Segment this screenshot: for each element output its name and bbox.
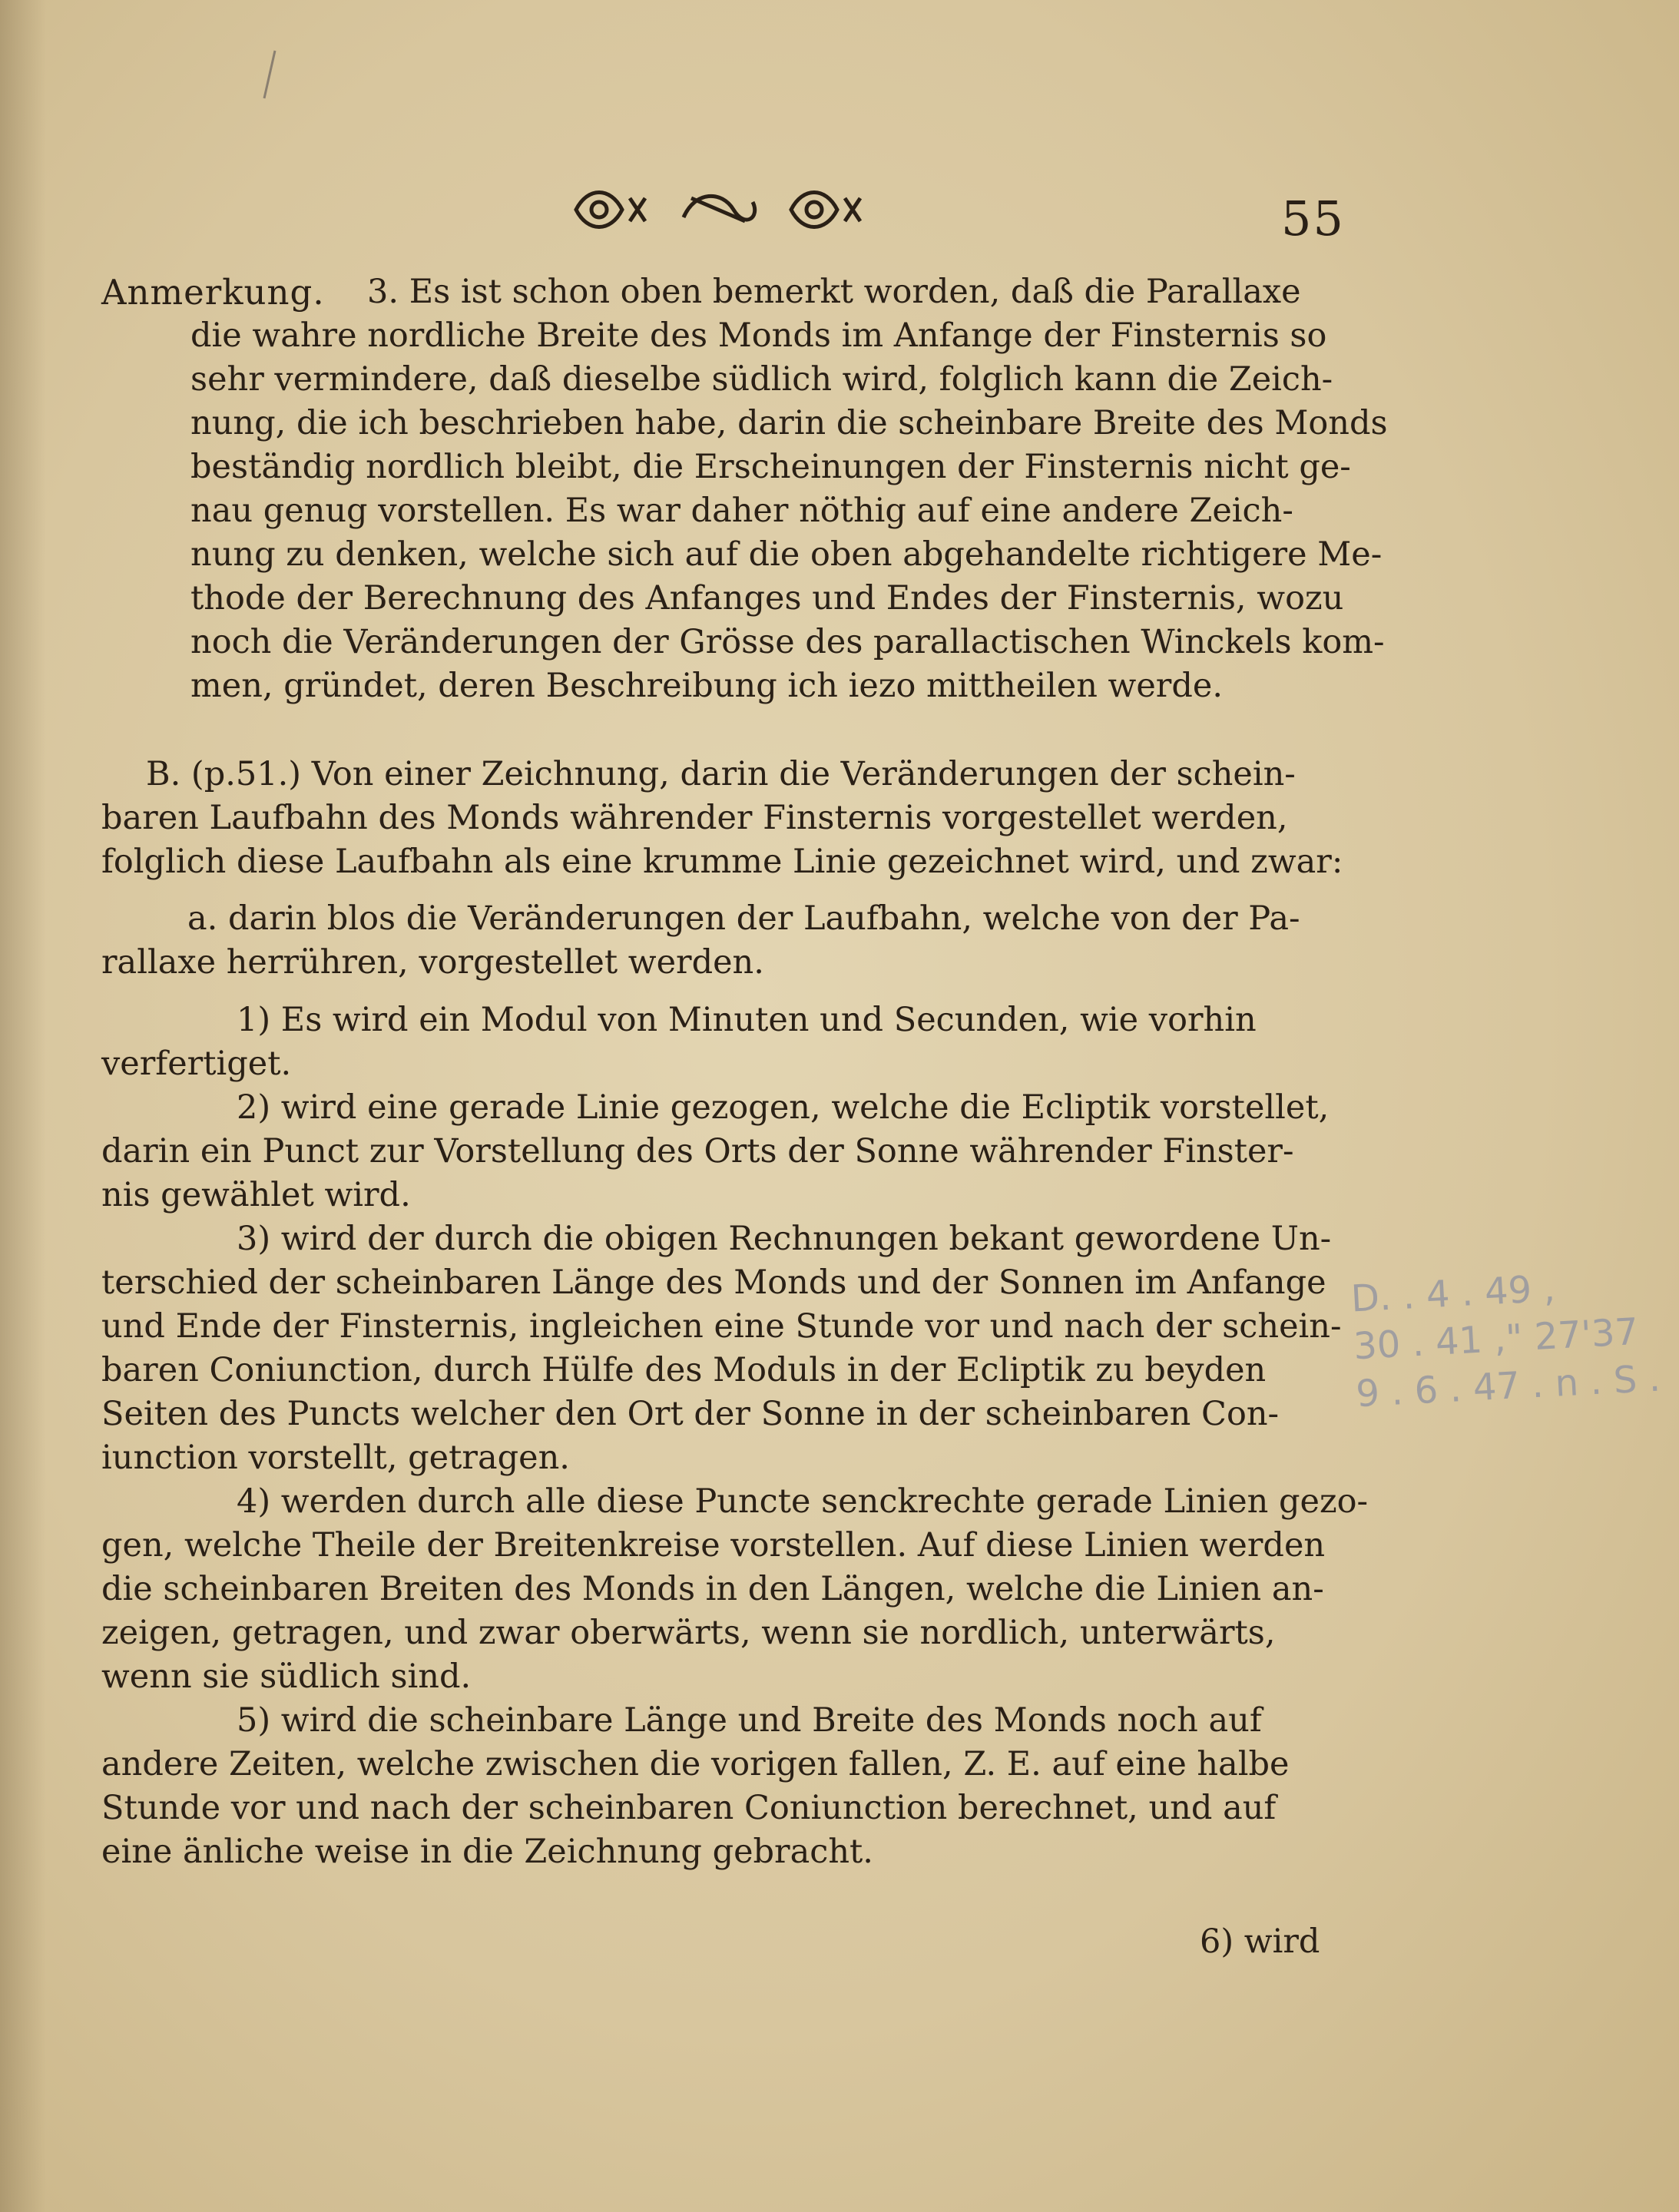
list-item	[101, 1086, 1368, 1217]
note-line: die wahre nordliche Breite des Monds im Anfange der Finsternis so	[190, 316, 1327, 355]
list-item-line: eine änliche weise in die Zeichnung gebracht.	[101, 1833, 873, 1871]
list-item-line: darin ein Punct zur Vorstellung des Orts der Sonne währender Finster-	[101, 1132, 1294, 1171]
catchword: 6) wird	[1200, 1922, 1320, 1961]
note-line: thode der Berechnung des Anfanges und Endes der Finsternis, wozu	[190, 579, 1344, 618]
section-b-line: baren Laufbahn des Monds währender Finsternis vorgestellet werden,	[101, 799, 1288, 837]
printer-ornament-icon	[568, 183, 868, 237]
list-item-line: 4) werden durch alle diese Puncte senckrechte gerade Linien gezo-	[237, 1482, 1369, 1521]
note-label: Anmerkung.	[101, 272, 325, 313]
pencil-mark-icon	[260, 48, 280, 101]
subsection-a	[101, 897, 1300, 985]
note-line: men, gründet, deren Beschreibung ich iezo mittheilen werde.	[190, 667, 1224, 705]
list-item-line: gen, welche Theile der Breitenkreise vorstellen. Auf diese Linien werden	[101, 1526, 1326, 1565]
annotation-line: 30 . 41 ," 27'37	[1352, 1310, 1640, 1369]
list-item-line: verfertiget.	[101, 1045, 292, 1083]
list-item-line: und Ende der Finsternis, ingleichen eine Stunde vor und nach der schein-	[101, 1307, 1342, 1346]
annotation-line: D. . 4 . 49 ,	[1349, 1267, 1557, 1321]
list-item	[101, 1480, 1368, 1699]
list-item-line: Seiten des Puncts welcher den Ort der Sonne in der scheinbaren Con-	[101, 1395, 1280, 1433]
list-item-line: 2) wird eine gerade Linie gezogen, welche die Ecliptik vorstellet,	[237, 1088, 1330, 1127]
list-item-line: andere Zeiten, welche zwischen die vorigen fallen, Z. E. auf eine halbe	[101, 1745, 1290, 1783]
list-item	[101, 1217, 1368, 1480]
list-item-line: 1) Es wird ein Modul von Minuten und Secunden, wie vorhin	[237, 1001, 1257, 1039]
numbered-items	[101, 998, 1368, 1874]
list-item-line: 5) wird die scheinbare Länge und Breite des Monds noch auf	[237, 1701, 1262, 1740]
list-item-line: iunction vorstellt, getragen.	[101, 1439, 570, 1477]
note-line: nau genug vorstellen. Es war daher nöthig auf eine andere Zeich-	[190, 492, 1293, 530]
list-item-line: 3) wird der durch die obigen Rechnungen bekant gewordene Un-	[237, 1220, 1332, 1258]
list-item-line: terschied der scheinbaren Länge des Monds und der Sonnen im Anfange	[101, 1263, 1326, 1302]
section-b-line: B. (p.51.) Von einer Zeichnung, darin die Veränderungen der schein-	[146, 755, 1296, 793]
subsection-a-line: rallaxe herrühren, vorgestellet werden.	[101, 943, 764, 982]
note-line: beständig nordlich bleibt, die Erscheinungen der Finsternis nicht ge-	[190, 448, 1351, 486]
note-line: nung zu denken, welche sich auf die oben abgehandelte richtigere Me-	[190, 535, 1383, 574]
list-item-line: wenn sie südlich sind.	[101, 1657, 472, 1696]
handwritten-margin-annotation	[1349, 1260, 1661, 1419]
note-line: 3. Es ist schon oben bemerkt worden, daß die Parallaxe	[367, 273, 1301, 311]
page-number: 55	[1281, 190, 1345, 247]
list-item-line: baren Coniunction, durch Hülfe des Moduls in der Ecliptik zu beyden	[101, 1351, 1267, 1389]
list-item-line: Stunde vor und nach der scheinbaren Coniunction berechnet, und auf	[101, 1789, 1277, 1827]
list-item	[101, 998, 1368, 1086]
note-line: sehr vermindere, daß dieselbe südlich wird, folglich kann die Zeich-	[190, 360, 1333, 399]
subsection-a-line: a. darin blos die Veränderungen der Laufbahn, welche von der Pa-	[187, 899, 1300, 938]
spine-shadow	[0, 0, 46, 2212]
list-item-line: zeigen, getragen, und zwar oberwärts, wenn sie nordlich, unterwärts,	[101, 1614, 1276, 1652]
list-item-line: nis gewählet wird.	[101, 1176, 411, 1214]
list-item	[101, 1699, 1368, 1874]
section-b-heading	[101, 753, 1343, 884]
note-line: nung, die ich beschrieben habe, darin die scheinbare Breite des Monds	[190, 404, 1388, 442]
section-b-line: folglich diese Laufbahn als eine krumme Linie gezeichnet wird, und zwar:	[101, 843, 1343, 881]
note-line: noch die Veränderungen der Grösse des parallactischen Winckels kom-	[190, 623, 1385, 661]
annotation-line: 9 . 6 . 47 . n . S .	[1355, 1356, 1662, 1416]
list-item-line: die scheinbaren Breiten des Monds in den Längen, welche die Linien an-	[101, 1570, 1324, 1608]
